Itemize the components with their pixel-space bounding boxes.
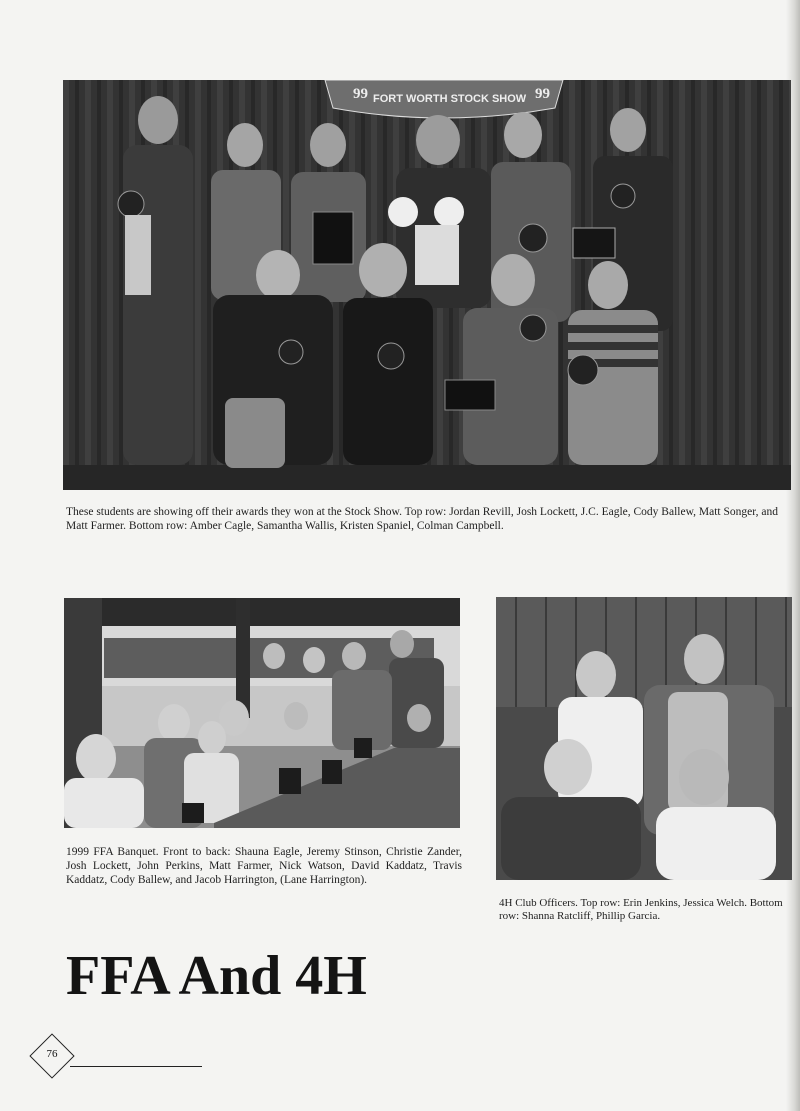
four-h-photo-art xyxy=(496,597,792,880)
banner-text: FORT WORTH STOCK SHOW xyxy=(373,93,527,105)
banner-right-year: 99 xyxy=(535,86,550,102)
stock-show-photo-art xyxy=(63,80,791,490)
banquet-photo-art xyxy=(64,598,460,828)
page-number: 76 xyxy=(46,1048,58,1060)
banquet-caption: 1999 FFA Banquet. Front to back: Shauna Eagle, Jeremy Stinson, Christie Zander, Josh Lockett, John Perkins, Matt Farmer, Nick Watson, David Kaddatz, Travis Kaddatz, Cody Ballew, and Jacob Harrington, (Lane Harrington). xyxy=(66,846,462,886)
footer-rule xyxy=(70,1066,202,1067)
section-title: FFA And 4H xyxy=(66,945,367,1007)
banquet-photo xyxy=(64,598,460,828)
stock-show-caption: These students are showing off their awards they won at the Stock Show. Top row: Jordan Revill, Josh Lockett, J.C. Eagle, Cody Ballew, Matt Songer, and Matt Farmer. Bottom row: Amber Cagle, Samantha Wallis, Kristen Spaniel, Colman Campbell. xyxy=(66,506,778,532)
banner-left-year: 99 xyxy=(353,86,368,102)
stock-show-photo xyxy=(63,80,791,490)
four-h-caption: 4H Club Officers. Top row: Erin Jenkins, Jessica Welch. Bottom row: Shanna Ratcliff, Phillip Garcia. xyxy=(499,897,783,922)
page-number-badge xyxy=(30,1034,74,1078)
four-h-officers-photo xyxy=(496,597,792,880)
